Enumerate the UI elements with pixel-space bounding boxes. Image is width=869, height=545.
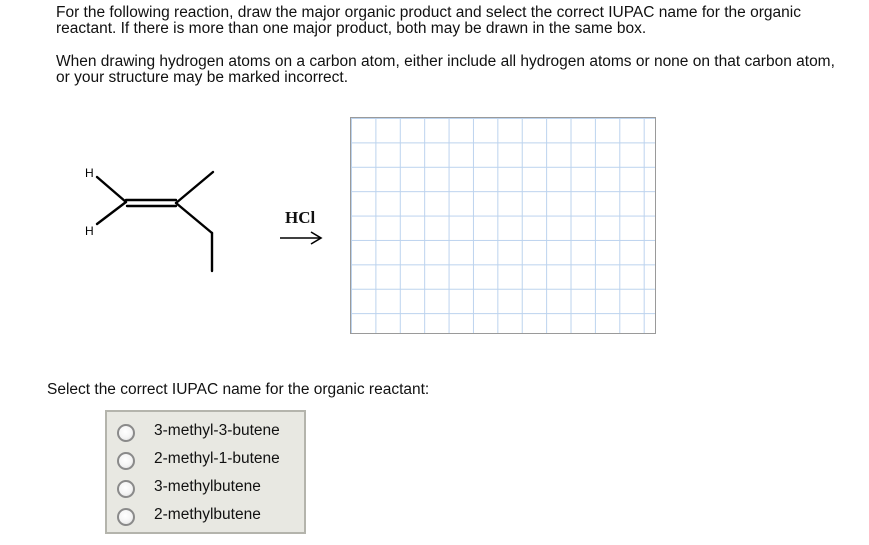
reaction-arrow-icon [278, 230, 324, 246]
option-row[interactable] [115, 477, 300, 501]
reactant-structure [70, 150, 240, 280]
instructions-paragraph-2: When drawing hydrogen atoms on a carbon atom, either include all hydrogen atoms or none on that carbon atom, or your structure may be marked incorrect. [56, 53, 835, 86]
bond-h-bottom [97, 202, 126, 224]
radio-button-icon[interactable] [117, 424, 135, 442]
radio-button-icon[interactable] [117, 452, 135, 470]
product-drawing-canvas[interactable] [350, 117, 656, 334]
bond-h-top [97, 177, 126, 202]
option-label: 2-methylbutene [154, 506, 261, 523]
atom-label-h-bottom: H [85, 224, 94, 238]
option-label: 2-methyl-1-butene [154, 450, 280, 467]
option-label: 3-methyl-3-butene [154, 422, 280, 439]
option-row[interactable] [115, 449, 300, 473]
reagent-label: HCl [285, 208, 316, 227]
iupac-options-panel [105, 410, 306, 534]
option-row[interactable] [115, 505, 300, 529]
bond-ethyl-1 [176, 203, 212, 233]
radio-button-icon[interactable] [117, 508, 135, 526]
question-label: Select the correct IUPAC name for the organic reactant: [47, 381, 430, 398]
atom-label-h-top: H [85, 166, 94, 180]
option-row[interactable] [115, 421, 300, 445]
radio-button-icon[interactable] [117, 480, 135, 498]
instructions-paragraph-1: For the following reaction, draw the major organic product and select the correct IUPAC name for the organic reactant. If there is more than one major product, both may be drawn in the same box. [56, 4, 801, 37]
bond-methyl [176, 172, 213, 203]
option-label: 3-methylbutene [154, 478, 261, 495]
